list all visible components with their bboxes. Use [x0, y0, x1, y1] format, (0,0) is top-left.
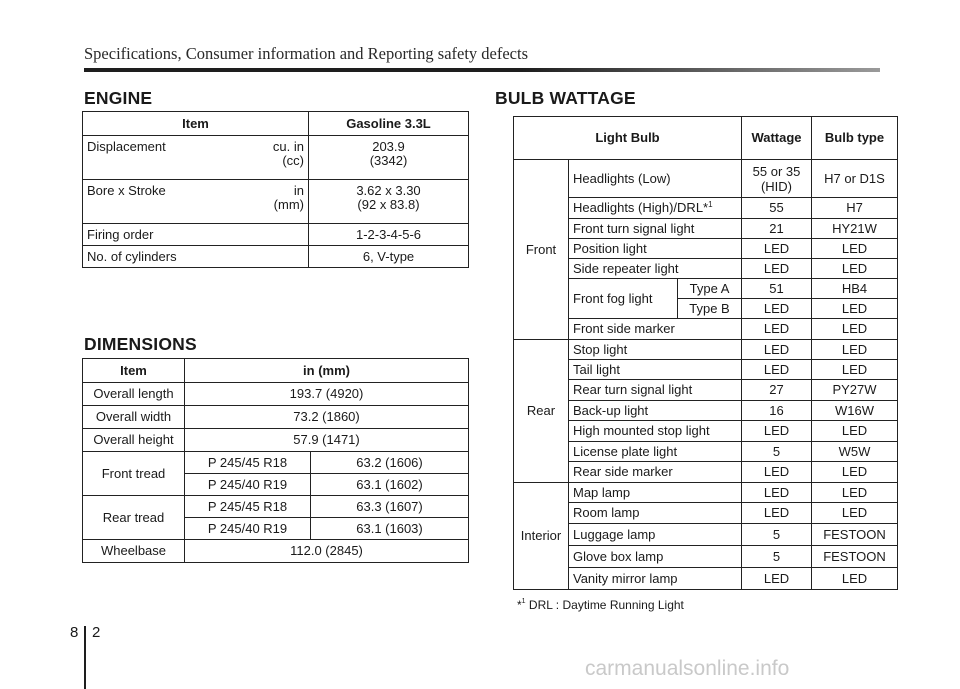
- dim-label: Overall length: [83, 383, 185, 406]
- engine-value: 203.9: [372, 139, 405, 154]
- bulb-name: Rear turn signal light: [569, 380, 742, 401]
- watermark: carmanualsonline.info: [585, 657, 790, 680]
- footnote: [517, 598, 684, 612]
- bulb-subtype: Type A: [678, 279, 742, 299]
- page-number: 2: [92, 624, 101, 641]
- bulb-wattage: 51: [742, 279, 812, 299]
- dim-value: 193.7 (4920): [185, 383, 469, 406]
- dim-value: 63.2 (1606): [311, 452, 469, 474]
- table-row: [514, 442, 898, 462]
- page-number-divider: [84, 626, 86, 689]
- dim-value: 57.9 (1471): [185, 429, 469, 452]
- engine-label-cell: [83, 136, 309, 180]
- dim-value: 73.2 (1860): [185, 406, 469, 429]
- bulb-name: Front turn signal light: [569, 219, 742, 239]
- dimensions-title: DIMENSIONS: [84, 334, 197, 354]
- table-row: [83, 224, 469, 246]
- engine-unit: cu. in: [272, 139, 304, 154]
- engine-value: 6, V-type: [309, 246, 469, 268]
- dim-tire: P 245/45 R18: [185, 452, 311, 474]
- table-row: [514, 198, 898, 219]
- table-row: [514, 160, 898, 198]
- bulb-wattage: 21: [742, 219, 812, 239]
- bulb-type: W5W: [812, 442, 898, 462]
- bulb-name: Position light: [569, 239, 742, 259]
- bulb-type: W16W: [812, 401, 898, 421]
- bulb-name: Glove box lamp: [569, 546, 742, 568]
- engine-label: Bore x Stroke: [87, 183, 166, 198]
- dim-tire: P 245/40 R19: [185, 518, 311, 540]
- bulb-name: Stop light: [569, 340, 742, 360]
- engine-unit: (mm): [273, 197, 304, 212]
- dim-label: Wheelbase: [83, 540, 185, 563]
- table-row: [514, 503, 898, 524]
- engine-label: Displacement: [87, 139, 166, 154]
- table-row: [514, 219, 898, 239]
- bulb-type: FESTOON: [812, 546, 898, 568]
- bulb-group-front: Front: [514, 160, 569, 340]
- table-row: [514, 279, 898, 299]
- engine-unit: (cc): [282, 153, 304, 168]
- bulb-wattage: 5: [742, 442, 812, 462]
- bulb-name: Luggage lamp: [569, 524, 742, 546]
- bulb-wattage: 5: [742, 546, 812, 568]
- table-row: [83, 180, 469, 224]
- bulb-type: HB4: [812, 279, 898, 299]
- header-rule: [84, 68, 880, 72]
- footnote-asterisk: *: [517, 598, 522, 612]
- table-row: [83, 406, 469, 429]
- bulb-type: LED: [812, 462, 898, 483]
- bulb-type: PY27W: [812, 380, 898, 401]
- dim-value: 63.1 (1602): [311, 474, 469, 496]
- table-row: [83, 383, 469, 406]
- bulb-type: LED: [812, 503, 898, 524]
- bulb-wattage: LED: [742, 568, 812, 590]
- engine-label: Firing order: [83, 224, 309, 246]
- bulb-wattage: LED: [742, 340, 812, 360]
- bulb-name: Front fog light: [569, 279, 678, 319]
- footnote-text: DRL : Daytime Running Light: [525, 598, 684, 612]
- bulb-wattage: LED: [742, 360, 812, 380]
- table-row: [514, 360, 898, 380]
- bulb-type: LED: [812, 360, 898, 380]
- chapter-number: 8: [70, 624, 79, 641]
- bulb-wattage: LED: [742, 299, 812, 319]
- bulb-type: LED: [812, 340, 898, 360]
- bulb-col-type: Bulb type: [812, 117, 898, 160]
- table-row: [514, 568, 898, 590]
- table-row: [514, 340, 898, 360]
- bulb-name: Headlights (Low): [569, 160, 742, 198]
- bulb-name: Map lamp: [569, 483, 742, 503]
- engine-value-cell: [309, 136, 469, 180]
- dim-tire: P 245/40 R19: [185, 474, 311, 496]
- bulb-wattage: LED: [742, 483, 812, 503]
- bulb-name: Headlights (High)/DRL*: [573, 200, 709, 215]
- table-row: [514, 319, 898, 340]
- engine-label: No. of cylinders: [83, 246, 309, 268]
- table-row: [83, 452, 469, 474]
- table-row: [514, 239, 898, 259]
- table-row: [514, 380, 898, 401]
- bulb-name: Tail light: [569, 360, 742, 380]
- bulb-wattage: LED: [742, 319, 812, 340]
- bulb-wattage-table: [513, 116, 898, 590]
- bulb-wattage: LED: [742, 239, 812, 259]
- bulb-wattage: 5: [742, 524, 812, 546]
- bulb-type: LED: [812, 421, 898, 442]
- engine-title: ENGINE: [84, 88, 153, 108]
- bulb-wattage: 55 or 35: [752, 163, 801, 179]
- engine-unit: in: [293, 183, 304, 198]
- bulb-name: License plate light: [569, 442, 742, 462]
- bulb-name: Vanity mirror lamp: [569, 568, 742, 590]
- engine-value: 3.62 x 3.30: [356, 183, 421, 198]
- table-row: [83, 496, 469, 518]
- dim-label: Front tread: [83, 452, 185, 496]
- bulb-name: Room lamp: [569, 503, 742, 524]
- table-row: [514, 259, 898, 279]
- bulb-group-rear: Rear: [514, 340, 569, 483]
- table-row: [514, 546, 898, 568]
- bulb-col-wattage: Wattage: [742, 117, 812, 160]
- table-row: [514, 524, 898, 546]
- dim-label: Rear tread: [83, 496, 185, 540]
- table-row: [83, 246, 469, 268]
- dimensions-col-item: Item: [83, 359, 185, 383]
- bulb-wattage-cell: [742, 160, 812, 198]
- bulb-name: Back-up light: [569, 401, 742, 421]
- engine-value-cell: [309, 180, 469, 224]
- dim-value: 63.1 (1603): [311, 518, 469, 540]
- dim-value: 63.3 (1607): [311, 496, 469, 518]
- bulb-name-cell: [569, 198, 742, 219]
- bulb-col-light: Light Bulb: [514, 117, 742, 160]
- bulb-type: H7 or D1S: [812, 160, 898, 198]
- dimensions-col-value: in (mm): [185, 359, 469, 383]
- table-row: [514, 401, 898, 421]
- dim-value: 112.0 (2845): [185, 540, 469, 563]
- bulb-wattage: LED: [742, 503, 812, 524]
- bulb-type: H7: [812, 198, 898, 219]
- bulb-group-interior: Interior: [514, 483, 569, 590]
- bulb-wattage: 55: [742, 198, 812, 219]
- dim-label: Overall width: [83, 406, 185, 429]
- engine-col-item: Item: [83, 112, 309, 136]
- bulb-wattage: LED: [742, 421, 812, 442]
- footnote-marker: 1: [708, 200, 713, 209]
- engine-value: (92 x 83.8): [357, 197, 420, 212]
- bulb-wattage: LED: [742, 462, 812, 483]
- bulb-name: Side repeater light: [569, 259, 742, 279]
- bulb-type: LED: [812, 259, 898, 279]
- bulb-subtype: Type B: [678, 299, 742, 319]
- bulb-name: Front side marker: [569, 319, 742, 340]
- bulb-name: High mounted stop light: [569, 421, 742, 442]
- bulb-type: LED: [812, 568, 898, 590]
- dimensions-table: [82, 358, 469, 563]
- table-row: [514, 483, 898, 503]
- bulb-wattage: (HID): [760, 178, 793, 194]
- bulb-wattage-title: BULB WATTAGE: [495, 88, 636, 108]
- table-row: [83, 429, 469, 452]
- table-row: [83, 136, 469, 180]
- bulb-wattage: 16: [742, 401, 812, 421]
- table-row: [514, 462, 898, 483]
- bulb-wattage: 27: [742, 380, 812, 401]
- table-row: [514, 421, 898, 442]
- bulb-type: LED: [812, 299, 898, 319]
- bulb-wattage: LED: [742, 259, 812, 279]
- bulb-type: LED: [812, 319, 898, 340]
- bulb-type: LED: [812, 239, 898, 259]
- footnote-number: 1: [521, 598, 526, 605]
- running-header: Specifications, Consumer information and Reporting safety defects: [84, 44, 529, 63]
- engine-value: 1-2-3-4-5-6: [309, 224, 469, 246]
- bulb-name: Rear side marker: [569, 462, 742, 483]
- bulb-type: LED: [812, 483, 898, 503]
- dim-tire: P 245/45 R18: [185, 496, 311, 518]
- dim-label: Overall height: [83, 429, 185, 452]
- engine-col-value: Gasoline 3.3L: [309, 112, 469, 136]
- engine-value: (3342): [369, 153, 408, 168]
- engine-label-cell: [83, 180, 309, 224]
- bulb-type: FESTOON: [812, 524, 898, 546]
- bulb-type: HY21W: [812, 219, 898, 239]
- engine-table: [82, 111, 469, 268]
- table-row: [83, 540, 469, 563]
